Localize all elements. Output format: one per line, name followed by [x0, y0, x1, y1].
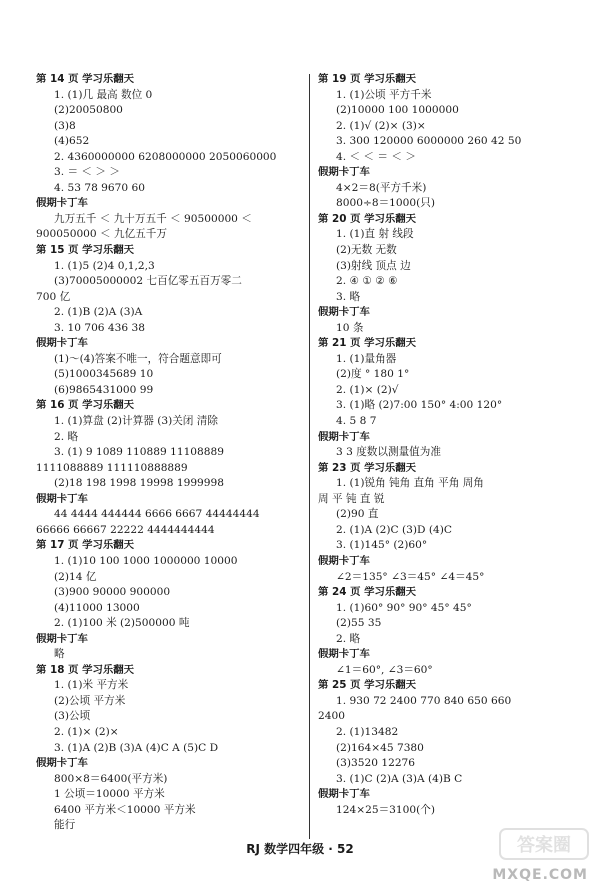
answer-line: 2. 略 — [54, 430, 79, 443]
right-column — [318, 72, 580, 818]
answer-line: 1. (1)算盘 (2)计算器 (3)关闭 清除 — [54, 415, 218, 428]
answer-line: 3 3 度数以测量值为准 — [336, 446, 441, 459]
answer-line: (6)9865431000 99 — [54, 383, 154, 396]
section-heading: 第 24 页 学习乐翻天 — [318, 586, 417, 599]
column-divider — [309, 74, 310, 839]
answer-line: (2)90 直 — [336, 508, 379, 521]
answer-line: 8000÷8＝1000(只) — [336, 197, 435, 210]
answer-line: 1. (1)10 100 1000 1000000 10000 — [54, 554, 238, 567]
answer-line: 2. 4360000000 6208000000 2050060000 — [54, 150, 277, 163]
answer-line: (3)900 90000 900000 — [54, 586, 171, 599]
answer-line: (2)18 198 1998 19998 1999998 — [54, 477, 225, 490]
answer-line: (5)1000345689 10 — [54, 368, 154, 381]
answer-line: 2. 略 — [336, 632, 361, 645]
left-column — [36, 72, 304, 834]
answer-line: 1 公顷＝10000 平方米 — [54, 788, 165, 801]
answer-line: 700 亿 — [36, 290, 71, 303]
answer-line: 10 条 — [336, 321, 364, 334]
answer-line: 4×2＝8(平方千米) — [336, 181, 427, 194]
answer-line: (2)14 亿 — [54, 570, 97, 583]
answer-line: (4)652 — [54, 135, 90, 148]
answer-line: 1. (1)公顷 平方千米 — [336, 88, 432, 101]
section-heading: 假期卡丁车 — [36, 337, 88, 350]
answer-line: 2. (1)A (2)C (3)D (4)C — [336, 523, 452, 536]
section-heading: 假期卡丁车 — [318, 306, 370, 319]
answer-line: 3. 10 706 436 38 — [54, 321, 145, 334]
watermark-mark-text: 答案圈 — [517, 835, 571, 856]
answer-line: 1. (1)5 (2)4 0,1,2,3 — [54, 259, 155, 272]
answer-line: 1. 930 72 2400 770 840 650 660 — [336, 694, 512, 707]
answer-line: 4. 5 8 7 — [336, 415, 377, 428]
watermark-text: MXQE.COM — [492, 867, 588, 883]
answer-line: 1. (1)锐角 钝角 直角 平角 周角 — [336, 477, 484, 490]
section-heading: 第 14 页 学习乐翻天 — [36, 73, 135, 85]
answer-line: 2. (1)13482 — [336, 725, 399, 738]
answer-line: 周 平 钝 直 锐 — [318, 492, 385, 505]
section-heading: 假期卡丁车 — [318, 648, 370, 661]
answer-line: 2. ④ ① ② ⑥ — [336, 275, 398, 288]
section-heading: 第 20 页 学习乐翻天 — [318, 212, 417, 225]
answer-line: 3. (1)略 (2)7:00 150° 4:00 120° — [336, 399, 503, 412]
answer-line: 66666 66667 22222 4444444444 — [36, 523, 215, 536]
answer-line: 1111088889 111110888889 — [36, 461, 188, 474]
answer-line: 2. (1)√ (2)× (3)× — [336, 119, 426, 132]
section-heading: 假期卡丁车 — [318, 554, 370, 567]
answer-line: 1. (1)60° 90° 90° 45° 45° — [336, 601, 472, 614]
answer-line: 124×25＝3100(个) — [336, 803, 435, 816]
answer-line: ∠2＝135° ∠3＝45° ∠4＝45° — [336, 570, 485, 583]
answer-line: (2)无数 无数 — [336, 244, 397, 257]
section-heading: 假期卡丁车 — [36, 197, 88, 210]
answer-line: 2. (1)× (2)× — [54, 725, 119, 738]
answer-line: 能行 — [54, 819, 76, 832]
section-heading: 假期卡丁车 — [36, 492, 88, 505]
section-heading: 假期卡丁车 — [318, 788, 370, 801]
answer-line: (3)70005000002 七百亿零五百万零二 — [54, 275, 242, 288]
answer-line: 3. (1)145° (2)60° — [336, 539, 428, 552]
section-heading: 第 15 页 学习乐翻天 — [36, 244, 135, 257]
answer-line: (2)公顷 平方米 — [54, 694, 126, 707]
answer-line: 3. ＝ ＜ ＞ ＞ — [54, 166, 120, 179]
answer-line: (3)射线 顶点 边 — [336, 259, 411, 272]
answer-line: (3)3520 12276 — [336, 757, 416, 770]
answer-line: (2)55 35 — [336, 617, 382, 630]
answer-line: (4)11000 13000 — [54, 601, 140, 614]
answer-line: 3. 略 — [336, 290, 361, 303]
section-heading: 第 16 页 学习乐翻天 — [36, 399, 135, 412]
answer-line: 2400 — [318, 710, 345, 723]
answer-line: 九万五千 ＜ 九十万五千 ＜ 90500000 ＜ — [54, 212, 252, 225]
answer-line: 4. ＜ ＜ ＝ ＜ ＞ — [336, 150, 416, 163]
page-footer: RJ 数学四年级 · 52 — [246, 842, 354, 856]
section-heading: 第 17 页 学习乐翻天 — [36, 539, 135, 552]
answer-line: (3)8 — [54, 119, 76, 132]
section-heading: 第 21 页 学习乐翻天 — [318, 337, 417, 350]
answer-line: 1. (1)几 最高 数位 0 — [54, 88, 153, 101]
section-heading: 假期卡丁车 — [318, 430, 370, 443]
answer-line: 1. (1)量角器 — [336, 352, 397, 365]
answer-line: (2)10000 100 1000000 — [336, 104, 459, 117]
answer-line: 44 4444 444444 6666 6667 44444444 — [54, 508, 260, 521]
answer-line: 2. (1)100 米 (2)500000 吨 — [54, 617, 190, 630]
answer-line: 3. (1) 9 1089 110889 11108889 — [54, 446, 225, 459]
answer-line: 3. 300 120000 6000000 260 42 50 — [336, 135, 522, 148]
answer-line: 3. (1)A (2)B (3)A (4)C A (5)C D — [54, 741, 219, 754]
answer-line: (3)公顷 — [54, 710, 91, 723]
answer-line: (2)164×45 7380 — [336, 741, 424, 754]
section-heading: 第 18 页 学习乐翻天 — [36, 663, 135, 676]
section-heading: 第 19 页 学习乐翻天 — [318, 73, 417, 85]
answer-line: 1. (1)直 射 线段 — [336, 228, 414, 241]
section-heading: 第 25 页 学习乐翻天 — [318, 679, 417, 692]
answer-line: (2)20050800 — [54, 104, 123, 117]
answer-line: 略 — [54, 648, 65, 661]
answer-line: 2. (1)× (2)√ — [336, 383, 399, 396]
answer-line: 3. (1)C (2)A (3)A (4)B C — [336, 772, 463, 785]
answer-line: 2. (1)B (2)A (3)A — [54, 306, 143, 319]
answer-line: 800×8＝6400(平方米) — [54, 772, 168, 785]
answer-line: 1. (1)米 平方米 — [54, 679, 129, 692]
section-heading: 假期卡丁车 — [36, 632, 88, 645]
answer-line: 900050000 ＜ 九亿五千万 — [36, 228, 167, 241]
answer-line: (1)～(4)答案不唯一，符合题意即可 — [54, 352, 222, 365]
answer-line: 6400 平方米＜10000 平方米 — [54, 803, 196, 816]
section-heading: 第 23 页 学习乐翻天 — [318, 461, 417, 474]
answer-line: ∠1＝60°, ∠3＝60° — [336, 663, 433, 676]
section-heading: 假期卡丁车 — [36, 757, 88, 770]
answer-line: (2)度 ° 180 1° — [336, 368, 410, 381]
section-heading: 假期卡丁车 — [318, 166, 370, 179]
answer-line: 4. 53 78 9670 60 — [54, 181, 145, 194]
